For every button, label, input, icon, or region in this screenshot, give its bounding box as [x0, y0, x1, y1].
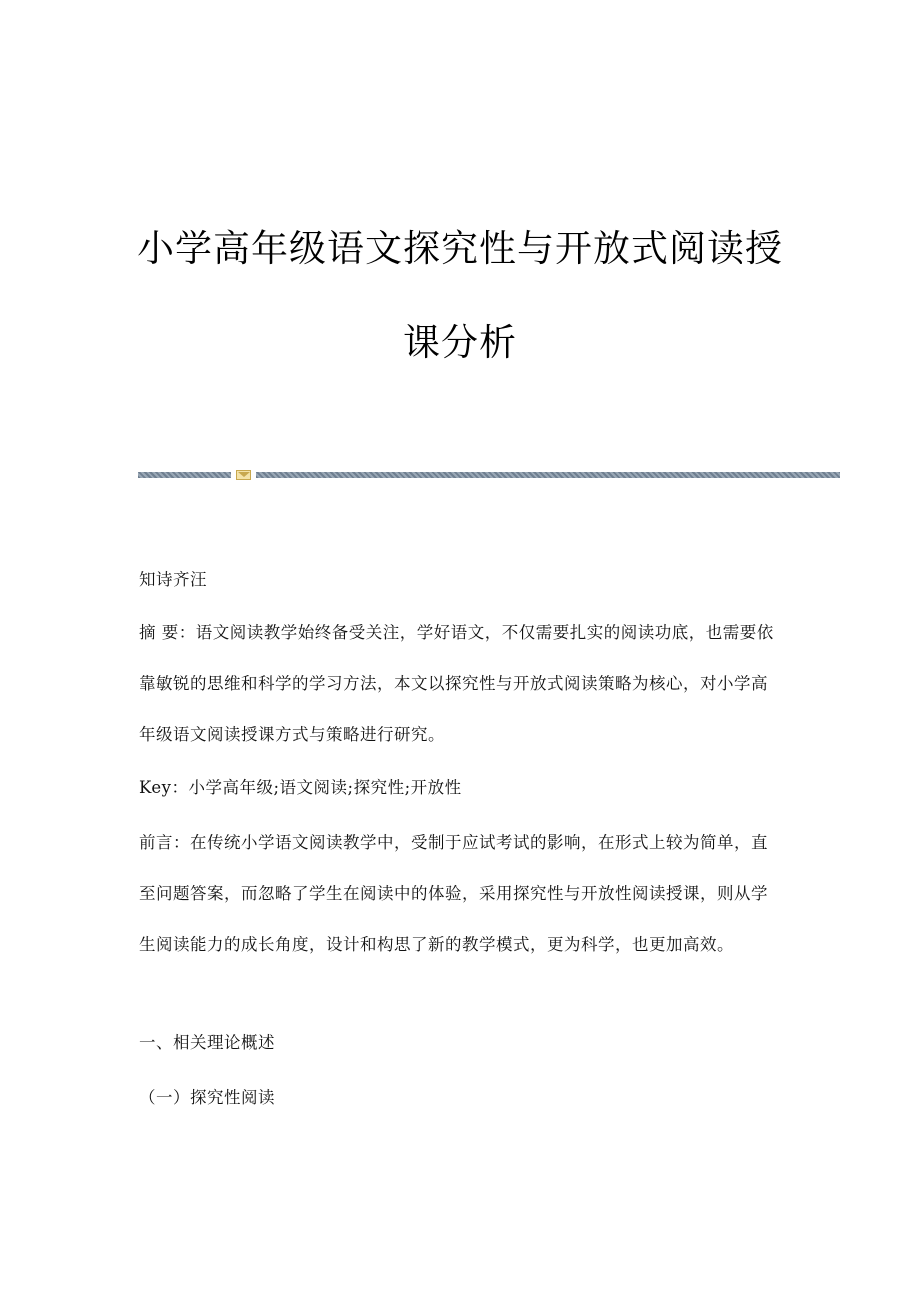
author-line: 知诗齐汪 [139, 570, 207, 589]
document-title-line-1: 小学高年级语文探究性与开放式阅读授 [137, 227, 783, 270]
keywords-line: Key：小学高年级;语文阅读;探究性;开放性 [139, 778, 462, 797]
envelope-ornament-icon [236, 470, 251, 480]
section-heading: 一、相关理论概述 [139, 1033, 275, 1052]
intro-paragraph: 前言：在传统小学语文阅读教学中，受制于应试考试的影响，在形式上较为简单，直至问题答案，而忽略了学生在阅读中的体验，采用探究性与开放性阅读授课，则从学生阅读能力的成长角度，设计和构思了新的教学模式，更为科学，也更加高效。 [139, 833, 768, 954]
divider-right-segment [256, 472, 840, 478]
document-title-line-2: 课分析 [403, 321, 517, 364]
divider-left-segment [138, 472, 231, 478]
subsection-heading: （一）探究性阅读 [139, 1088, 275, 1107]
abstract-paragraph: 摘 要：语文阅读教学始终备受关注，学好语文，不仅需要扎实的阅读功底，也需要依靠敏锐的思维和科学的学习方法，本文以探究性与开放式阅读策略为核心，对小学高年级语文阅读授课方式与策略进行研究。 [139, 623, 774, 744]
title-divider [138, 470, 840, 480]
